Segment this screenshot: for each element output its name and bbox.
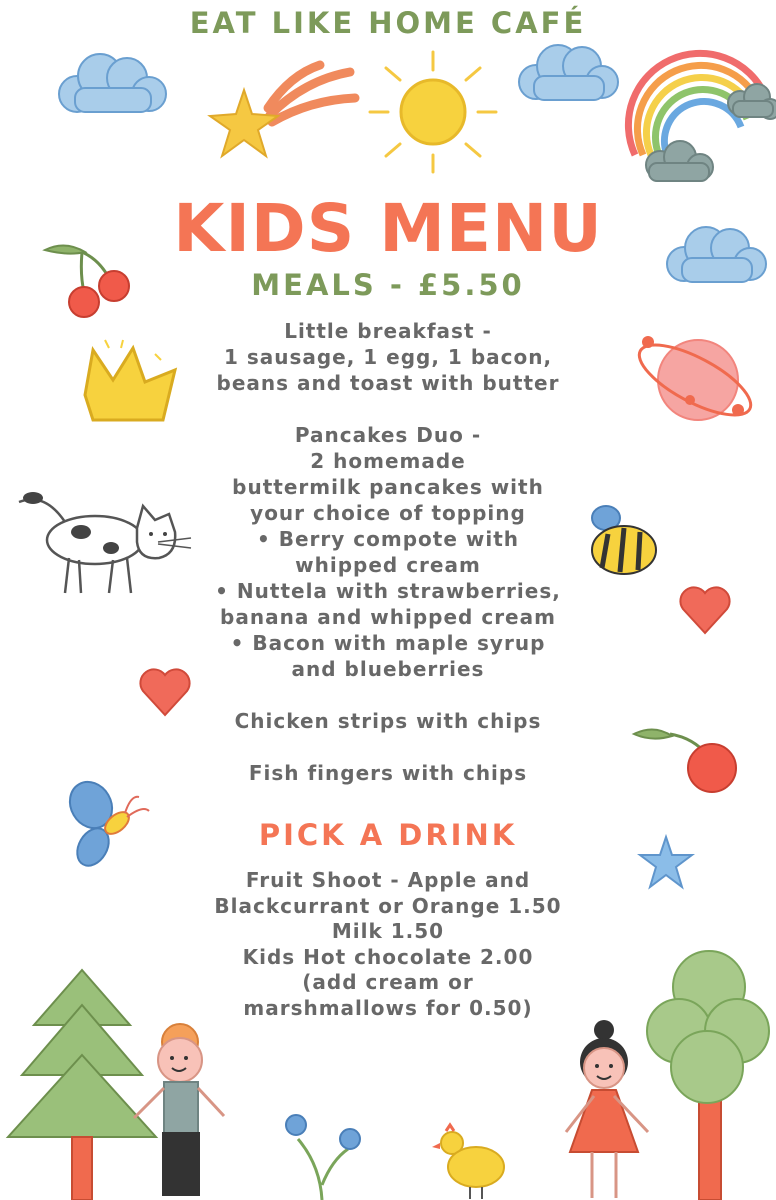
cherry-icon <box>630 718 745 796</box>
tree-icon <box>645 945 770 1200</box>
menu-line: 2 homemade <box>310 449 466 473</box>
planet-icon <box>630 320 760 440</box>
chick-icon <box>436 1125 511 1200</box>
menu-line: Little breakfast - <box>284 319 492 343</box>
cloud-icon <box>55 50 170 120</box>
sun-icon <box>368 50 498 175</box>
bee-icon <box>588 500 660 580</box>
flower-icon <box>282 1105 364 1200</box>
meals-list <box>160 318 616 786</box>
cat-icon <box>15 488 200 603</box>
menu-line: • Bacon with maple syrup <box>230 631 546 655</box>
menu-line: buttermilk pancakes with <box>232 475 544 499</box>
boy-icon <box>128 1022 228 1200</box>
rainbow-icon <box>625 35 775 195</box>
drink-line: Fruit Shoot - Apple and <box>245 868 531 892</box>
menu-line: beans and toast with butter <box>216 371 560 395</box>
drinks-list <box>160 868 616 1021</box>
menu-line: 1 sausage, 1 egg, 1 bacon, <box>223 345 553 369</box>
menu-line: and blueberries <box>291 657 485 681</box>
menu-line: whipped cream <box>295 553 481 577</box>
menu-line: • Nuttela with strawberries, <box>215 579 561 603</box>
cloud-icon <box>664 222 768 292</box>
menu-line: Chicken strips with chips <box>234 709 542 733</box>
drink-line: Milk 1.50 <box>331 919 445 943</box>
drink-line: Blackcurrant or Orange 1.50 <box>214 893 562 918</box>
heart-icon <box>677 583 733 635</box>
menu-line: banana and whipped cream <box>220 605 556 629</box>
menu-title: KIDS MENU <box>173 190 603 267</box>
butterfly-icon <box>65 775 155 870</box>
menu-line: your choice of topping <box>250 501 526 525</box>
meals-heading: MEALS - £5.50 <box>251 268 525 302</box>
crown-icon <box>75 340 185 435</box>
drinks-heading: PICK A DRINK <box>258 818 518 852</box>
star-icon <box>638 835 694 889</box>
cherry-icon <box>40 240 135 320</box>
drink-line: marshmallows for 0.50) <box>243 995 533 1020</box>
heart-icon <box>137 665 193 717</box>
cloud-icon <box>516 40 620 110</box>
menu-line: • Berry compote with <box>257 527 519 551</box>
cafe-name: EAT LIKE HOME CAFÉ <box>189 6 587 40</box>
menu-line: Fish fingers with chips <box>248 761 528 785</box>
drink-line: Kids Hot chocolate 2.00 <box>242 944 534 969</box>
menu-line: Pancakes Duo - <box>294 423 482 447</box>
girl-icon <box>562 1020 652 1200</box>
star-icon <box>210 60 360 170</box>
drink-line: (add cream or <box>302 970 474 994</box>
